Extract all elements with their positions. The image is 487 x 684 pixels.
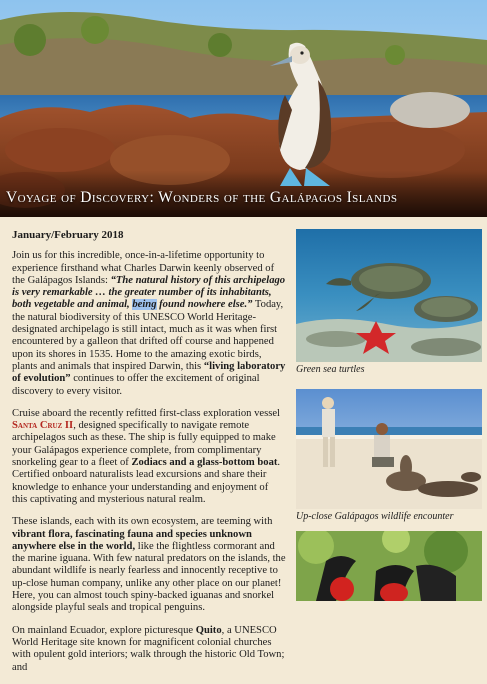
ecosystem-paragraph	[12, 516, 286, 614]
intro-text: Join us for this incredible, once-in-a-lifetime opportunity to experience firsthand what Charles Darwin keenly observed of the Galápagos Islands:	[12, 250, 275, 286]
hero-banner	[0, 0, 487, 217]
sea-turtle-photo	[296, 229, 482, 362]
quito-description-text: , a UNESCO World Heritage site known for magnificent colonial churches with opulent gold interiors; walk through the historic Old Town; and	[12, 624, 285, 673]
page-title: Voyage of Discovery: Wonders of the Galápagos Islands	[6, 189, 398, 206]
darwin-quote: “The natural history of this archipelago is very remarkable … the greater number of its inhabitants, both vegetable and animal,	[12, 274, 286, 311]
living-laboratory-text: “living laboratory of evolution”	[12, 360, 286, 385]
biodiversity-text: Today, the natural biodiversity of this UNESCO World Heritage-designated archipelago is still intact, much as it was when first encountered by a galleon that drifted off course and happened upon its shores in 1535. Home to the amazing exotic birds, plants and animals that inspired Darwin, this	[12, 299, 284, 372]
article-body	[12, 229, 286, 684]
quito-text: Quito	[195, 624, 222, 636]
ship-paragraph	[12, 408, 286, 506]
darwin-quote-end: found nowhere else.”	[156, 299, 253, 311]
selected-word[interactable]: being	[132, 299, 157, 311]
zodiacs-text: Zodiacs and a glass-bottom boat	[131, 457, 278, 469]
issue-date: January/February 2018	[12, 229, 124, 241]
flora-fauna-text: vibrant flora, fascinating fauna and species unknown anywhere else in the world,	[12, 528, 252, 552]
ecuador-intro-text: On mainland Ecuador, explore picturesque	[12, 624, 196, 636]
photo-column	[296, 229, 482, 601]
ship-intro-text: Cruise aboard the recently refitted first-class exploration vessel	[12, 407, 280, 419]
intro-end-text: continues to offer the excitement of original discovery to every visitor.	[12, 373, 260, 397]
ecuador-paragraph	[12, 625, 286, 674]
ecosystem-intro-text: These islands, each with its own ecosystem, are teeming with	[12, 516, 273, 528]
wildlife-text: like the flightless cormorant and the marine iguana. With few natural predators on the islands, the abundant wildlife is nearly fearless and innocently receptive to up-close human company, unlike any other place on our planet! Here, you can almost touch spiny-backed iguanas and snorkel alongside playful seals and tropical penguins.	[12, 540, 286, 614]
intro-paragraph	[12, 250, 286, 398]
photo-caption: Up-close Galápagos wildlife encounter	[296, 511, 454, 522]
photo-caption: Green sea turtles	[296, 364, 365, 375]
ship-description-text: , designed specifically to navigate remote archipelagos such as these. The ship is fully equipped to make your Galápagos experience complete, from complimentary snorkeling gear to a fleet of	[12, 420, 276, 469]
frigatebird-photo	[296, 531, 482, 601]
naturalists-text: . Certified onboard naturalists lead excursions and share their knowledge to enhance your understanding and enjoyment of this captivating and mysterious natural realm.	[12, 457, 281, 505]
ship-name: Santa Cruz II	[12, 420, 74, 432]
wildlife-encounter-photo	[296, 389, 482, 509]
blue-footed-booby-photo	[0, 0, 487, 217]
